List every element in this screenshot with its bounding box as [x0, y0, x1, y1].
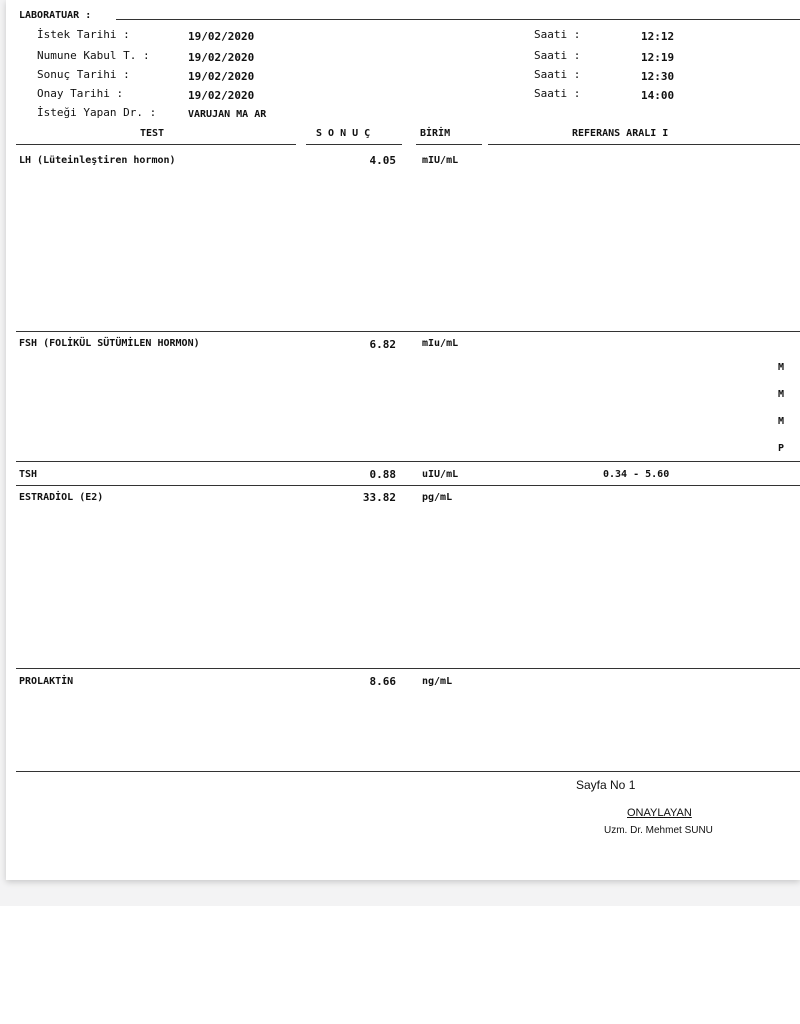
- header-rule-test: [16, 144, 296, 145]
- request-time: 12:12: [641, 30, 675, 43]
- result-time: 12:30: [641, 70, 675, 83]
- row-divider: [16, 461, 800, 462]
- table-bottom-rule: [16, 771, 800, 772]
- approval-time: 14:00: [641, 89, 675, 102]
- title-rule: [116, 19, 800, 20]
- test-unit-estradiol: pg/mL: [422, 492, 453, 503]
- fsh-side-letter: P: [778, 443, 785, 454]
- row-divider: [16, 668, 800, 669]
- doctor-name: VARUJAN MA AR: [188, 109, 267, 120]
- row-divider: [16, 485, 800, 486]
- fsh-side-letter: M: [778, 389, 785, 400]
- header-rule-reference: [488, 144, 800, 145]
- test-unit-prolactin: ng/mL: [422, 676, 453, 687]
- sample-accept-time-label: Saati :: [534, 49, 581, 62]
- test-name-tsh: TSH: [19, 469, 38, 480]
- approval-time-label: Saati :: [534, 87, 581, 100]
- col-result-header: S O N U Ç: [316, 128, 371, 139]
- col-test-header: TEST: [140, 128, 165, 139]
- request-time-label: Saati :: [534, 28, 581, 41]
- test-reference-tsh: 0.34 - 5.60: [603, 469, 670, 480]
- test-name-prolactin: PROLAKTİN: [19, 676, 74, 687]
- next-page-sheet: [0, 906, 800, 1024]
- test-value-prolactin: 8.66: [369, 675, 396, 688]
- report-page: [6, 0, 800, 880]
- sample-accept-time: 12:19: [641, 51, 675, 64]
- test-value-estradiol: 33.82: [362, 491, 396, 504]
- doctor-label: İsteği Yapan Dr. :: [37, 106, 157, 119]
- approved-by-label: ONAYLAYAN: [627, 807, 692, 819]
- approval-date-label: Onay Tarihi :: [37, 87, 124, 100]
- result-date: 19/02/2020: [188, 70, 255, 83]
- approver-name: Uzm. Dr. Mehmet SUNU: [604, 825, 713, 836]
- approval-date: 19/02/2020: [188, 89, 255, 102]
- test-unit-fsh: mIu/mL: [422, 338, 459, 349]
- page-number: Sayfa No 1: [576, 778, 636, 792]
- test-value-tsh: 0.88: [369, 468, 396, 481]
- test-unit-tsh: uIU/mL: [422, 469, 459, 480]
- test-name-lh: LH (Lüteinleştiren hormon): [19, 155, 176, 166]
- request-date: 19/02/2020: [188, 30, 255, 43]
- result-date-label: Sonuç Tarihi :: [37, 68, 130, 81]
- test-value-fsh: 6.82: [369, 338, 396, 351]
- test-value-lh: 4.05: [369, 154, 396, 167]
- fsh-side-letter: M: [778, 416, 785, 427]
- sample-accept-date: 19/02/2020: [188, 51, 255, 64]
- test-name-estradiol: ESTRADİOL (E2): [19, 492, 104, 503]
- lab-label: LABORATUAR :: [19, 10, 92, 21]
- col-unit-header: BİRİM: [420, 128, 451, 139]
- fsh-side-letter: M: [778, 362, 785, 373]
- request-date-label: İstek Tarihi :: [37, 28, 130, 41]
- test-unit-lh: mIU/mL: [422, 155, 459, 166]
- header-rule-result: [306, 144, 402, 145]
- test-name-fsh: FSH (FOLİKÜL SÜTÜMİLEN HORMON): [19, 338, 200, 349]
- result-time-label: Saati :: [534, 68, 581, 81]
- header-rule-unit: [416, 144, 482, 145]
- col-reference-header: REFERANS ARALI I: [572, 128, 669, 139]
- row-divider: [16, 331, 800, 332]
- sample-accept-label: Numune Kabul T. :: [37, 49, 150, 62]
